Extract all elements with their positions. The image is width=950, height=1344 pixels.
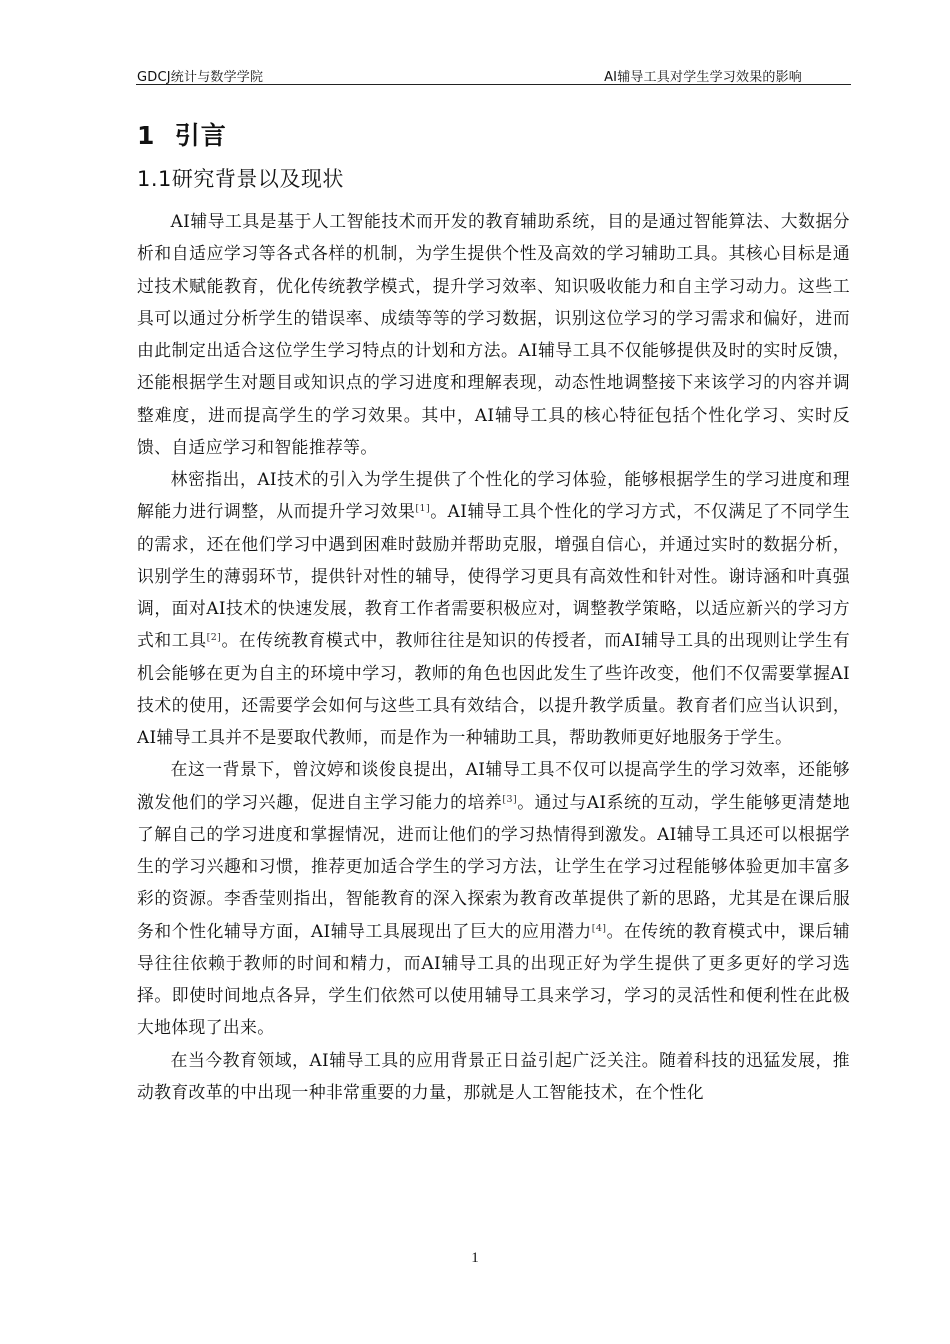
citation-1: [1] (415, 503, 431, 515)
paragraph-3-part-1: 在这一背景下，曾汶婷和谈俊良提出，AI辅导工具不仅可以提高学生的学习效率，还能够激发他们的学习兴趣，促进自主学习能力的培养 (137, 759, 850, 812)
citation-4: [4] (591, 922, 607, 934)
running-header-left: GDCJ统计与数学学院 (137, 70, 264, 85)
citation-3: [3] (502, 793, 518, 805)
citation-2: [2] (206, 632, 222, 644)
paragraph-3-part-2: 。通过与AI系统的互动，学生能够更清楚地了解自己的学习进度和掌握情况，进而让他们的学习热情得到激发。AI辅导工具还可以根据学生的学习兴趣和习惯，推荐更加适合学生的学习方法，让学生在学习过程能够体验更加丰富多彩的资源。李香莹则指出，智能教育的深入探索为教育改革提供了新的思路，尤其是在课后服务和个性化辅导方面，AI辅导工具展现出了巨大的应用潜力 (137, 791, 851, 941)
header-divider (136, 84, 851, 85)
paragraph-2 (137, 463, 850, 753)
section-heading: 1.1研究背景以及现状 (137, 167, 344, 191)
paragraph-3 (137, 753, 850, 1043)
paragraph-2-part-2: 。AI辅导工具个性化的学习方式，不仅满足了不同学生的需求，还在他们学习中遇到困难时鼓励并帮助克服，增强自信心，并通过实时的数据分析，识别学生的薄弱环节，提供针对性的辅导，使得学习更具有高效性和针对性。谢诗涵和叶真强调，面对AI技术的快速发展，教育工作者需要积极应对，调整教学策略，以适应新兴的学习方式和工具 (137, 501, 851, 651)
body-text (137, 205, 850, 1108)
paragraph-2-part-3: 。在传统教育模式中，教师往往是知识的传授者，而AI辅导工具的出现则让学生有机会能够在更为自主的环境中学习，教师的角色也因此发生了些许改变，他们不仅需要掌握AI技术的使用，还需要学会如何与这些工具有效结合，以提升教学质量。教育者们应当认识到，AI辅导工具并不是要取代教师，而是作为一种辅助工具，帮助教师更好地服务于学生。 (137, 630, 850, 747)
paragraph-1: AI辅导工具是基于人工智能技术而开发的教育辅助系统，目的是通过智能算法、大数据分析和自适应学习等各式各样的机制，为学生提供个性及高效的学习辅助工具。其核心目标是通过技术赋能教育，优化传统教学模式，提升学习效率、知识吸收能力和自主学习动力。这些工具可以通过分析学生的错误率、成绩等等的学习数据，识别这位学习的学习需求和偏好，进而由此制定出适合这位学生学习特点的计划和方法。AI辅导工具不仅能够提供及时的实时反馈，还能根据学生对题目或知识点的学习进度和理解表现，动态性地调整接下来该学习的内容并调整难度，进而提高学生的学习效果。其中，AI辅导工具的核心特征包括个性化学习、实时反馈、自适应学习和智能推荐等。 (137, 211, 850, 457)
paragraph-2-part-1: 林密指出，AI技术的引入为学生提供了个性化的学习体验，能够根据学生的学习进度和理解能力进行调整，从而提升学习效果 (137, 469, 850, 522)
chapter-heading: 1 引言 (137, 121, 227, 150)
paragraph-4: 在当今教育领域，AI辅导工具的应用背景正日益引起广泛关注。随着科技的迅猛发展，推动教育改革的中出现一种非常重要的力量，那就是人工智能技术，在个性化 (137, 1049, 850, 1102)
paragraph-3-part-3: 。在传统的教育模式中，课后辅导往往依赖于教师的时间和精力，而AI辅导工具的出现正好为学生提供了更多更好的学习选择。即使时间地点各异，学生们依然可以使用辅导工具来学习，学习的灵活性和便利性在此极大地体现了出来。 (137, 920, 850, 1038)
page-number: 1 (471, 1250, 479, 1266)
running-header-right: AI辅导工具对学生学习效果的影响 (604, 70, 802, 85)
